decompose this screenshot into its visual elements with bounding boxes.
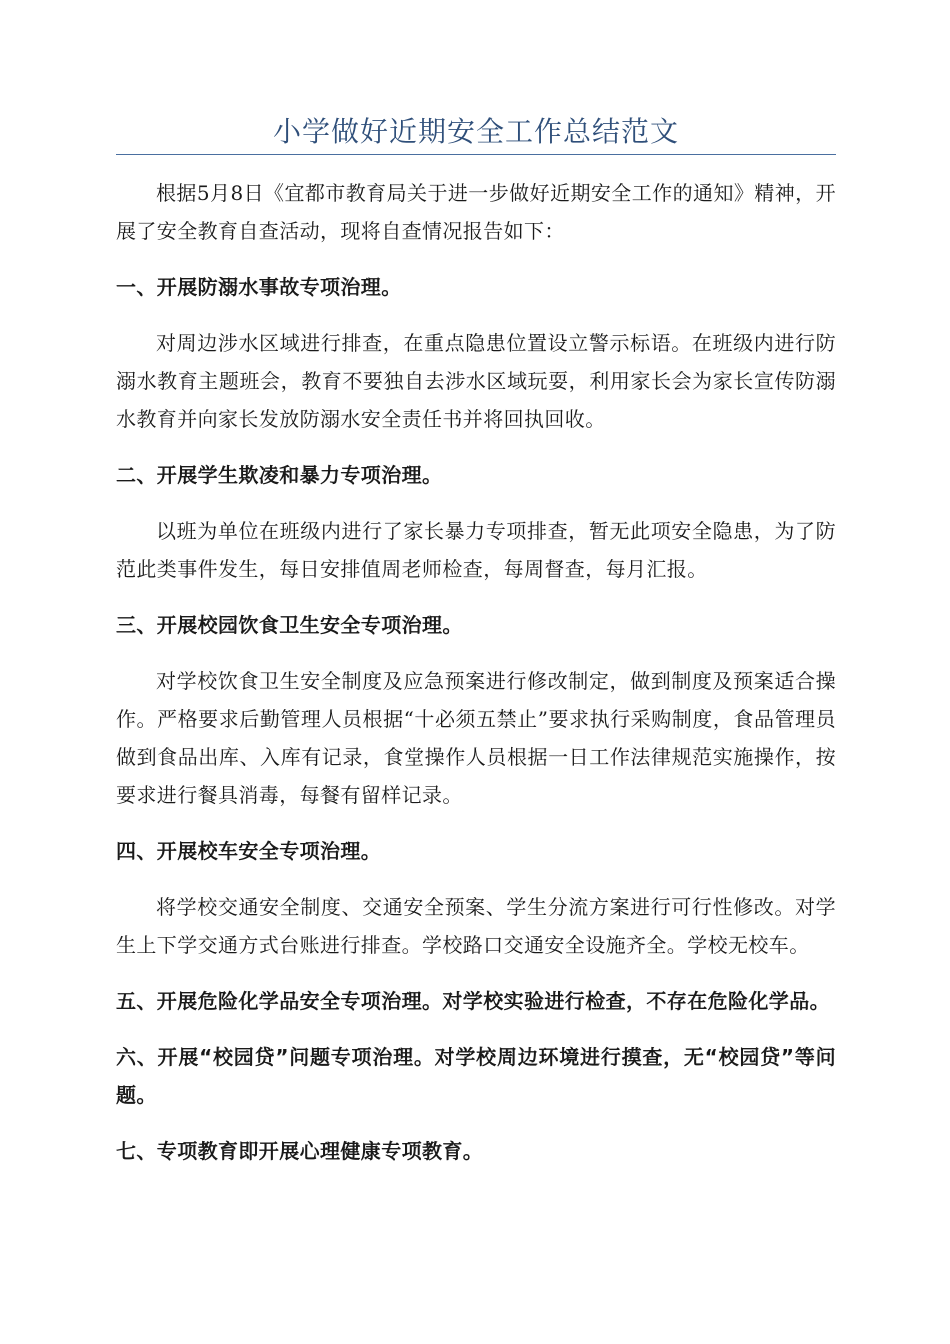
section-heading-4: 四、开展校车安全专项治理。 (116, 839, 382, 863)
section-heading-5: 五、开展危险化学品安全专项治理。对学校实验进行检查，不存在危险化学品。 (116, 989, 830, 1013)
section-heading-2: 二、开展学生欺凌和暴力专项治理。 (116, 463, 443, 487)
title-underline (116, 154, 836, 155)
section-heading-7: 七、专项教育即开展心理健康专项教育。 (116, 1139, 484, 1163)
section-heading-3: 三、开展校园饮食卫生安全专项治理。 (116, 613, 463, 637)
section-heading-6: 六、开展“校园贷”问题专项治理。对学校周边环境进行摸查，无“校园贷”等问题。 (116, 1045, 836, 1107)
section-body-2: 以班为单位在班级内进行了家长暴力专项排查，暂无此项安全隐患，为了防范此类事件发生，每日安排值周老师检查，每周督查，每月汇报。 (116, 519, 836, 581)
document-body (116, 174, 836, 1170)
document-title: 小学做好近期安全工作总结范文 (272, 115, 679, 148)
section-body-4: 将学校交通安全制度、交通安全预案、学生分流方案进行可行性修改。对学生上下学交通方式台账进行排查。学校路口交通安全设施齐全。学校无校车。 (116, 895, 836, 957)
section-body-1: 对周边涉水区域进行排查，在重点隐患位置设立警示标语。在班级内进行防溺水教育主题班会，教育不要独自去涉水区域玩耍，利用家长会为家长宣传防溺水教育并向家长发放防溺水安全责任书并将回执回收。 (116, 331, 836, 431)
section-body-3: 对学校饮食卫生安全制度及应急预案进行修改制定，做到制度及预案适合操作。严格要求后勤管理人员根据“十必须五禁止”要求执行采购制度，食品管理员做到食品出库、入库有记录，食堂操作人员根据一日工作法律规范实施操作，按要求进行餐具消毒，每餐有留样记录。 (116, 669, 836, 807)
section-heading-1: 一、开展防溺水事故专项治理。 (116, 275, 402, 299)
intro-paragraph: 根据5月8日《宜都市教育局关于进一步做好近期安全工作的通知》精神，开展了安全教育自查活动，现将自查情况报告如下： (116, 181, 836, 243)
